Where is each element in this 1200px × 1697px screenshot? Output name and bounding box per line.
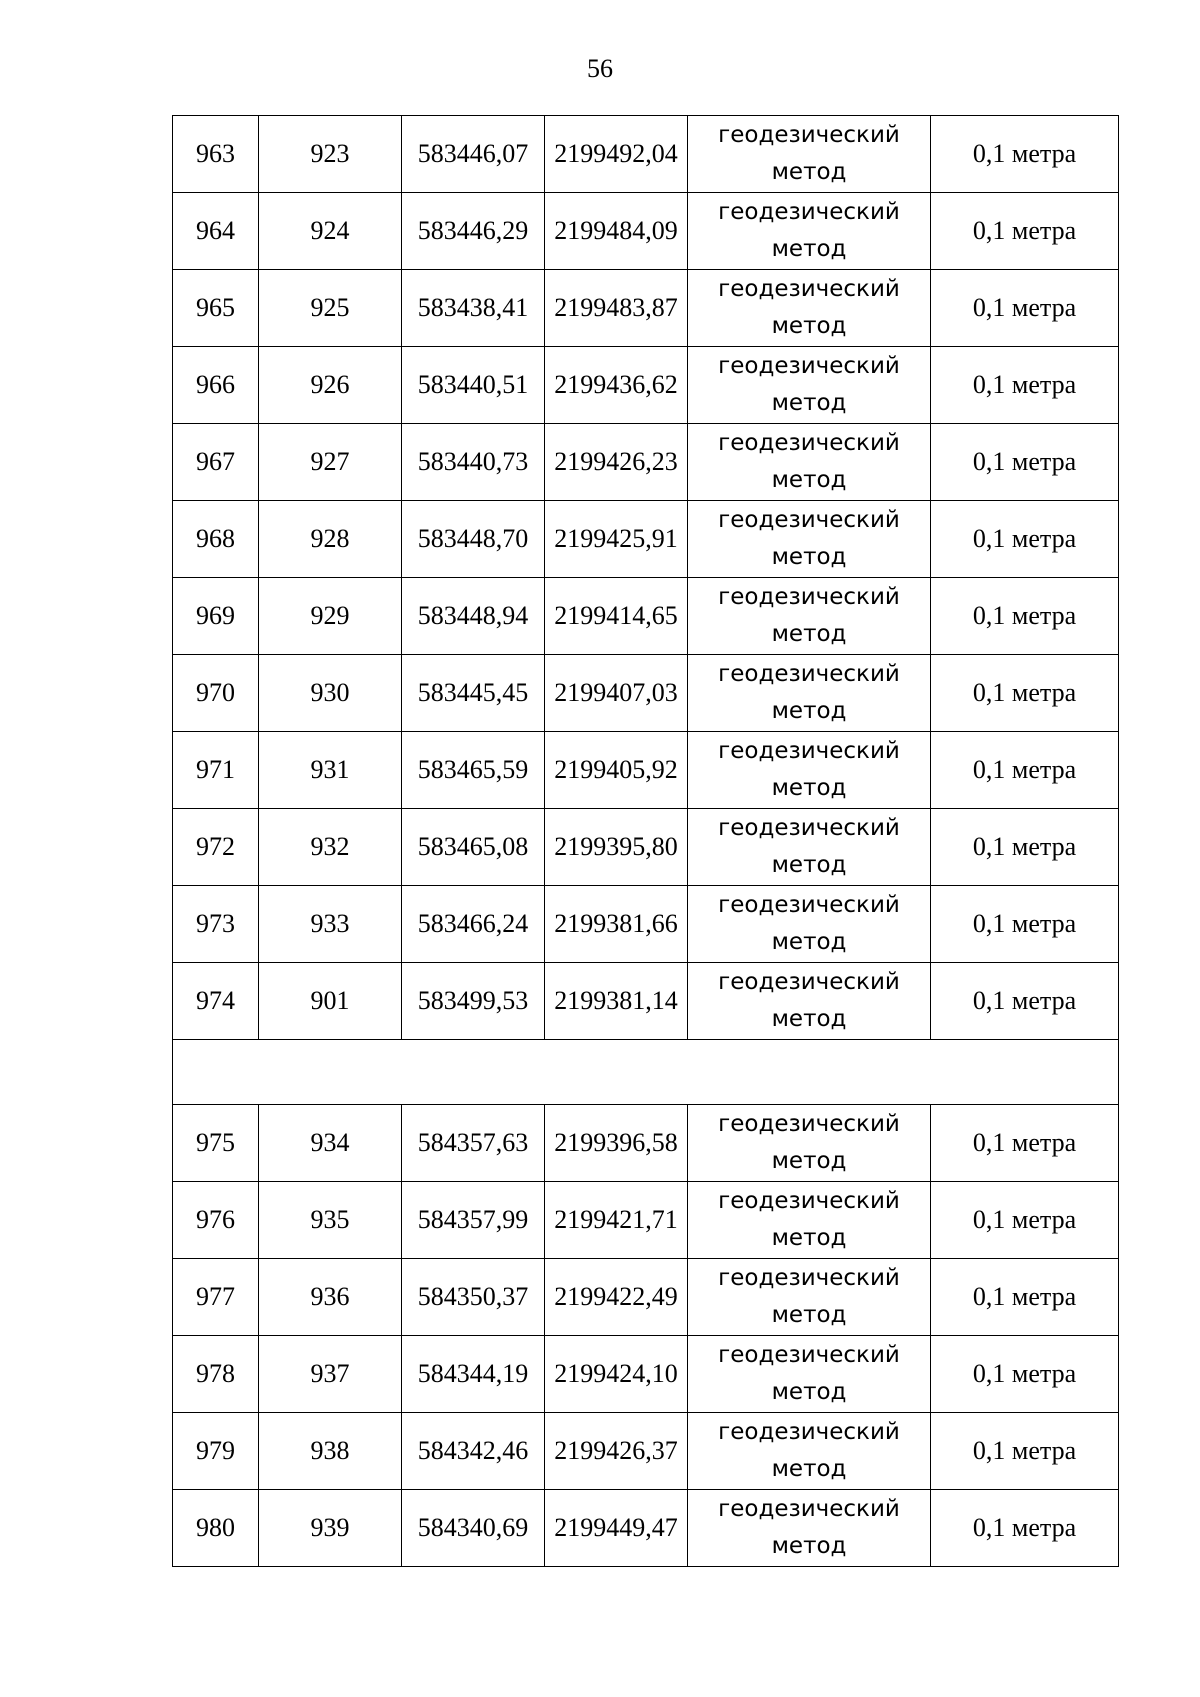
point-id-cell: 925: [259, 270, 402, 347]
table-row: [173, 193, 1119, 270]
point-id-cell: 928: [259, 501, 402, 578]
point-id-cell: 935: [259, 1182, 402, 1259]
method-cell: геодезический метод: [688, 886, 931, 963]
y-coordinate-cell: 2199484,09: [545, 193, 688, 270]
accuracy-cell: 0,1 метра: [931, 1490, 1119, 1567]
point-id-cell: 933: [259, 886, 402, 963]
y-coordinate-cell: 2199492,04: [545, 116, 688, 193]
accuracy-cell: 0,1 метра: [931, 809, 1119, 886]
table-row: [173, 1182, 1119, 1259]
point-number-cell: 974: [173, 963, 259, 1040]
method-cell: геодезический метод: [688, 116, 931, 193]
x-coordinate-cell: 584357,99: [402, 1182, 545, 1259]
method-cell: геодезический метод: [688, 732, 931, 809]
coordinates-table: [172, 115, 1119, 1567]
y-coordinate-cell: 2199381,14: [545, 963, 688, 1040]
accuracy-cell: 0,1 метра: [931, 116, 1119, 193]
table-row: [173, 1490, 1119, 1567]
method-cell: геодезический метод: [688, 655, 931, 732]
separator-cell: [173, 1040, 1119, 1105]
x-coordinate-cell: 583445,45: [402, 655, 545, 732]
point-number-cell: 972: [173, 809, 259, 886]
y-coordinate-cell: 2199421,71: [545, 1182, 688, 1259]
x-coordinate-cell: 584344,19: [402, 1336, 545, 1413]
y-coordinate-cell: 2199449,47: [545, 1490, 688, 1567]
table-row: [173, 809, 1119, 886]
point-id-cell: 938: [259, 1413, 402, 1490]
x-coordinate-cell: 583465,59: [402, 732, 545, 809]
accuracy-cell: 0,1 метра: [931, 1105, 1119, 1182]
point-id-cell: 937: [259, 1336, 402, 1413]
point-number-cell: 964: [173, 193, 259, 270]
method-cell: геодезический метод: [688, 1259, 931, 1336]
point-id-cell: 934: [259, 1105, 402, 1182]
accuracy-cell: 0,1 метра: [931, 655, 1119, 732]
table-row: [173, 1336, 1119, 1413]
table-row: [173, 424, 1119, 501]
point-number-cell: 975: [173, 1105, 259, 1182]
point-id-cell: 936: [259, 1259, 402, 1336]
y-coordinate-cell: 2199426,37: [545, 1413, 688, 1490]
y-coordinate-cell: 2199407,03: [545, 655, 688, 732]
x-coordinate-cell: 583465,08: [402, 809, 545, 886]
accuracy-cell: 0,1 метра: [931, 501, 1119, 578]
point-number-cell: 963: [173, 116, 259, 193]
x-coordinate-cell: 583448,70: [402, 501, 545, 578]
table-row: [173, 1259, 1119, 1336]
accuracy-cell: 0,1 метра: [931, 886, 1119, 963]
point-id-cell: 929: [259, 578, 402, 655]
accuracy-cell: 0,1 метра: [931, 732, 1119, 809]
point-number-cell: 970: [173, 655, 259, 732]
y-coordinate-cell: 2199414,65: [545, 578, 688, 655]
y-coordinate-cell: 2199425,91: [545, 501, 688, 578]
y-coordinate-cell: 2199436,62: [545, 347, 688, 424]
method-cell: геодезический метод: [688, 1182, 931, 1259]
point-number-cell: 980: [173, 1490, 259, 1567]
method-cell: геодезический метод: [688, 963, 931, 1040]
page-number: 56: [587, 54, 613, 83]
x-coordinate-cell: 583440,73: [402, 424, 545, 501]
point-number-cell: 977: [173, 1259, 259, 1336]
accuracy-cell: 0,1 метра: [931, 578, 1119, 655]
method-cell: геодезический метод: [688, 1336, 931, 1413]
point-number-cell: 968: [173, 501, 259, 578]
x-coordinate-cell: 583499,53: [402, 963, 545, 1040]
method-cell: геодезический метод: [688, 1413, 931, 1490]
table-row: [173, 886, 1119, 963]
table-row: [173, 578, 1119, 655]
table-row: [173, 347, 1119, 424]
table-row: [173, 655, 1119, 732]
point-id-cell: 930: [259, 655, 402, 732]
x-coordinate-cell: 584340,69: [402, 1490, 545, 1567]
table-row: [173, 501, 1119, 578]
method-cell: геодезический метод: [688, 347, 931, 424]
point-id-cell: 924: [259, 193, 402, 270]
table-row: [173, 270, 1119, 347]
y-coordinate-cell: 2199405,92: [545, 732, 688, 809]
point-number-cell: 971: [173, 732, 259, 809]
accuracy-cell: 0,1 метра: [931, 1413, 1119, 1490]
point-number-cell: 966: [173, 347, 259, 424]
y-coordinate-cell: 2199381,66: [545, 886, 688, 963]
x-coordinate-cell: 583446,29: [402, 193, 545, 270]
point-id-cell: 926: [259, 347, 402, 424]
point-id-cell: 923: [259, 116, 402, 193]
y-coordinate-cell: 2199395,80: [545, 809, 688, 886]
x-coordinate-cell: 583440,51: [402, 347, 545, 424]
accuracy-cell: 0,1 метра: [931, 193, 1119, 270]
accuracy-cell: 0,1 метра: [931, 1336, 1119, 1413]
y-coordinate-cell: 2199422,49: [545, 1259, 688, 1336]
point-id-cell: 939: [259, 1490, 402, 1567]
accuracy-cell: 0,1 метра: [931, 424, 1119, 501]
y-coordinate-cell: 2199424,10: [545, 1336, 688, 1413]
y-coordinate-cell: 2199483,87: [545, 270, 688, 347]
method-cell: геодезический метод: [688, 193, 931, 270]
accuracy-cell: 0,1 метра: [931, 1182, 1119, 1259]
x-coordinate-cell: 584357,63: [402, 1105, 545, 1182]
x-coordinate-cell: 583438,41: [402, 270, 545, 347]
method-cell: геодезический метод: [688, 1105, 931, 1182]
point-number-cell: 979: [173, 1413, 259, 1490]
x-coordinate-cell: 583466,24: [402, 886, 545, 963]
accuracy-cell: 0,1 метра: [931, 270, 1119, 347]
method-cell: геодезический метод: [688, 1490, 931, 1567]
x-coordinate-cell: 584342,46: [402, 1413, 545, 1490]
method-cell: геодезический метод: [688, 809, 931, 886]
separator-row: [173, 1040, 1119, 1105]
table-row: [173, 1105, 1119, 1182]
x-coordinate-cell: 583448,94: [402, 578, 545, 655]
table-row: [173, 732, 1119, 809]
y-coordinate-cell: 2199426,23: [545, 424, 688, 501]
table-row: [173, 963, 1119, 1040]
method-cell: геодезический метод: [688, 578, 931, 655]
point-number-cell: 969: [173, 578, 259, 655]
method-cell: геодезический метод: [688, 270, 931, 347]
point-id-cell: 932: [259, 809, 402, 886]
accuracy-cell: 0,1 метра: [931, 1259, 1119, 1336]
point-number-cell: 976: [173, 1182, 259, 1259]
method-cell: геодезический метод: [688, 501, 931, 578]
x-coordinate-cell: 584350,37: [402, 1259, 545, 1336]
point-number-cell: 978: [173, 1336, 259, 1413]
method-cell: геодезический метод: [688, 424, 931, 501]
point-id-cell: 931: [259, 732, 402, 809]
point-number-cell: 967: [173, 424, 259, 501]
x-coordinate-cell: 583446,07: [402, 116, 545, 193]
table-row: [173, 116, 1119, 193]
point-id-cell: 901: [259, 963, 402, 1040]
accuracy-cell: 0,1 метра: [931, 963, 1119, 1040]
point-number-cell: 973: [173, 886, 259, 963]
accuracy-cell: 0,1 метра: [931, 347, 1119, 424]
table-row: [173, 1413, 1119, 1490]
point-id-cell: 927: [259, 424, 402, 501]
point-number-cell: 965: [173, 270, 259, 347]
y-coordinate-cell: 2199396,58: [545, 1105, 688, 1182]
